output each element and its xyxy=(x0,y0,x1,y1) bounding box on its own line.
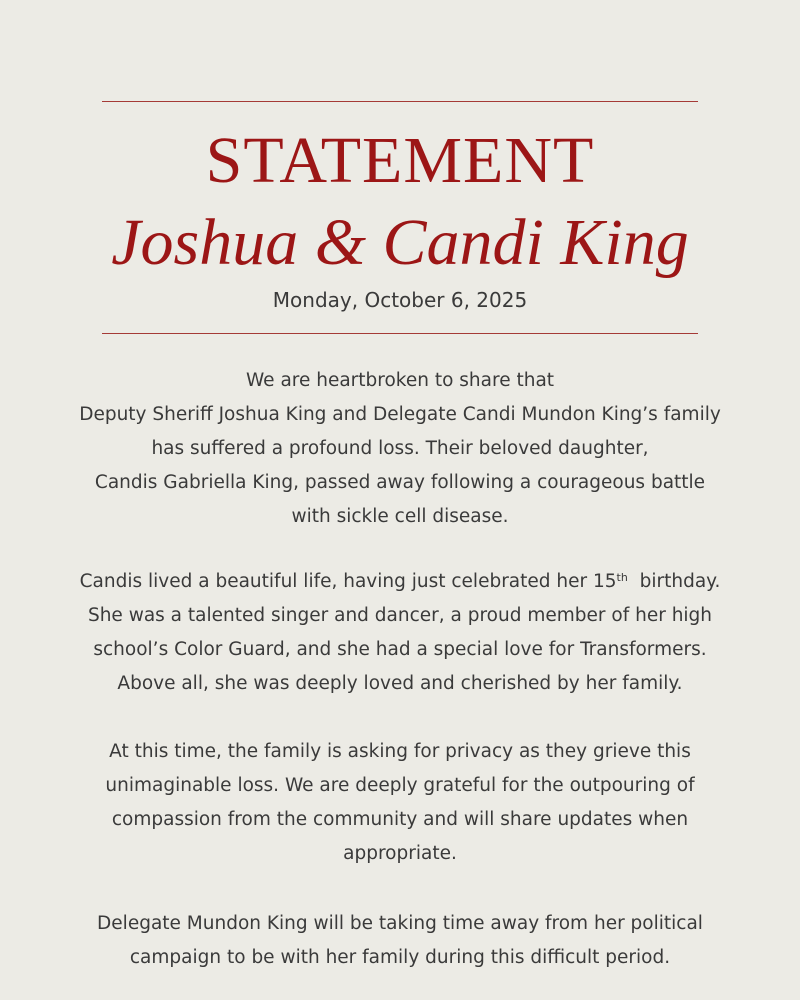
ordinal-suffix: th xyxy=(616,571,628,584)
paragraph-announcement xyxy=(0,364,800,534)
bottom-divider xyxy=(102,333,698,334)
statement-date: Monday, October 6, 2025 xyxy=(272,288,528,312)
paragraph-campaign xyxy=(0,907,800,975)
paragraph-line: Above all, she was deeply loved and cherished by her family. xyxy=(117,673,683,694)
paragraph-line: unimaginable loss. We are deeply grateful for the outpouring of xyxy=(105,775,695,796)
paragraph-line: has suffered a profound loss. Their beloved daughter, xyxy=(151,438,649,459)
paragraph-line: She was a talented singer and dancer, a proud member of her high xyxy=(87,605,713,626)
paragraph-line: Candis Gabriella King, passed away following a courageous battle xyxy=(94,472,706,493)
paragraph-line: with sickle cell disease. xyxy=(291,506,509,527)
statement-title: STATEMENT xyxy=(205,124,595,197)
top-divider xyxy=(102,101,698,102)
paragraph-line xyxy=(0,565,800,599)
paragraph-line: school’s Color Guard, and she had a special love for Transformers. xyxy=(93,639,707,660)
line-text: birthday. xyxy=(627,571,721,592)
paragraph-line: compassion from the community and will share updates when xyxy=(111,809,689,830)
paragraph-line: Deputy Sheriff Joshua King and Delegate Candi Mundon King’s family xyxy=(79,404,721,425)
paragraph-line: Delegate Mundon King will be taking time away from her political xyxy=(97,913,703,934)
family-names: Joshua & Candi King xyxy=(111,206,689,279)
paragraph-line: We are heartbroken to share that xyxy=(245,370,555,391)
line-text: Candis lived a beautiful life, having just celebrated her 15 xyxy=(79,571,617,592)
paragraph-line: campaign to be with her family during this difficult period. xyxy=(129,947,671,968)
paragraph-line: appropriate. xyxy=(343,843,457,864)
paragraph-life xyxy=(0,565,800,701)
paragraph-line: At this time, the family is asking for privacy as they grieve this xyxy=(109,741,691,762)
paragraph-privacy xyxy=(0,735,800,871)
